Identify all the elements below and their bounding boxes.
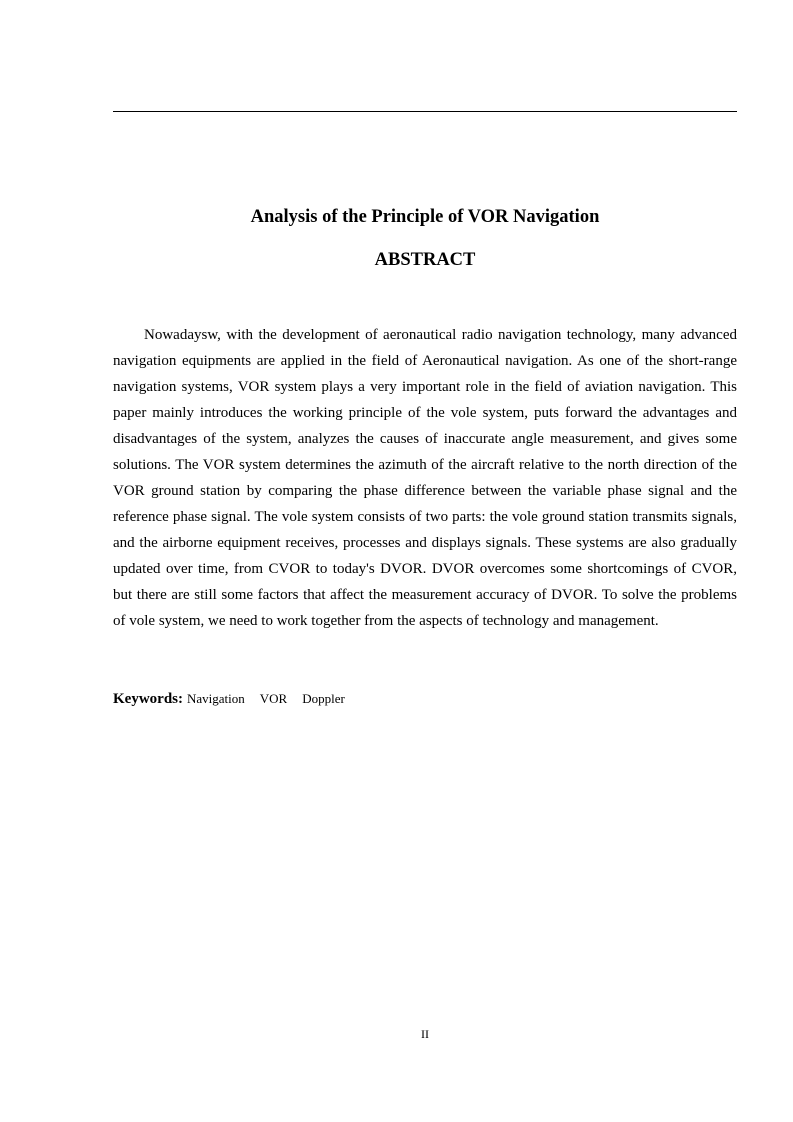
keyword-item: VOR bbox=[259, 691, 288, 706]
page-number: II bbox=[421, 1027, 429, 1041]
keyword-item: Doppler bbox=[302, 691, 345, 706]
keywords-label: Keywords: bbox=[113, 691, 183, 707]
abstract-body: Nowadaysw, with the development of aeronautical radio navigation technology, many advanced navigation equipments are applied in the field of Aeronautical navigation. As one of the short-range navigation systems, VOR system plays a very important role in the field of aviation navigation. This paper mainly introduces the working principle of the vole system, puts forward the advantages and disadvantages of the system, analyzes the causes of inaccurate angle measurement, and gives some solutions. The VOR system determines the azimuth of the aircraft relative to the north direction of the VOR ground station by comparing the phase difference between the variable phase signal and the reference phase signal. The vole system consists of two parts: the vole ground station transmits signals, and the airborne equipment receives, processes and displays signals. These systems are also gradually updated over time, from CVOR to today's DVOR. DVOR overcomes some shortcomings of CVOR, but there are still some factors that affect the measurement accuracy of DVOR. To solve the problems of vole system, we need to work together from the aspects of technology and management. bbox=[113, 327, 737, 629]
paper-title: Analysis of the Principle of VOR Navigation bbox=[250, 207, 600, 227]
keywords-line bbox=[113, 688, 737, 710]
abstract-heading: ABSTRACT bbox=[374, 250, 476, 270]
keyword-item: Navigation bbox=[187, 691, 245, 706]
header-rule bbox=[113, 111, 737, 112]
